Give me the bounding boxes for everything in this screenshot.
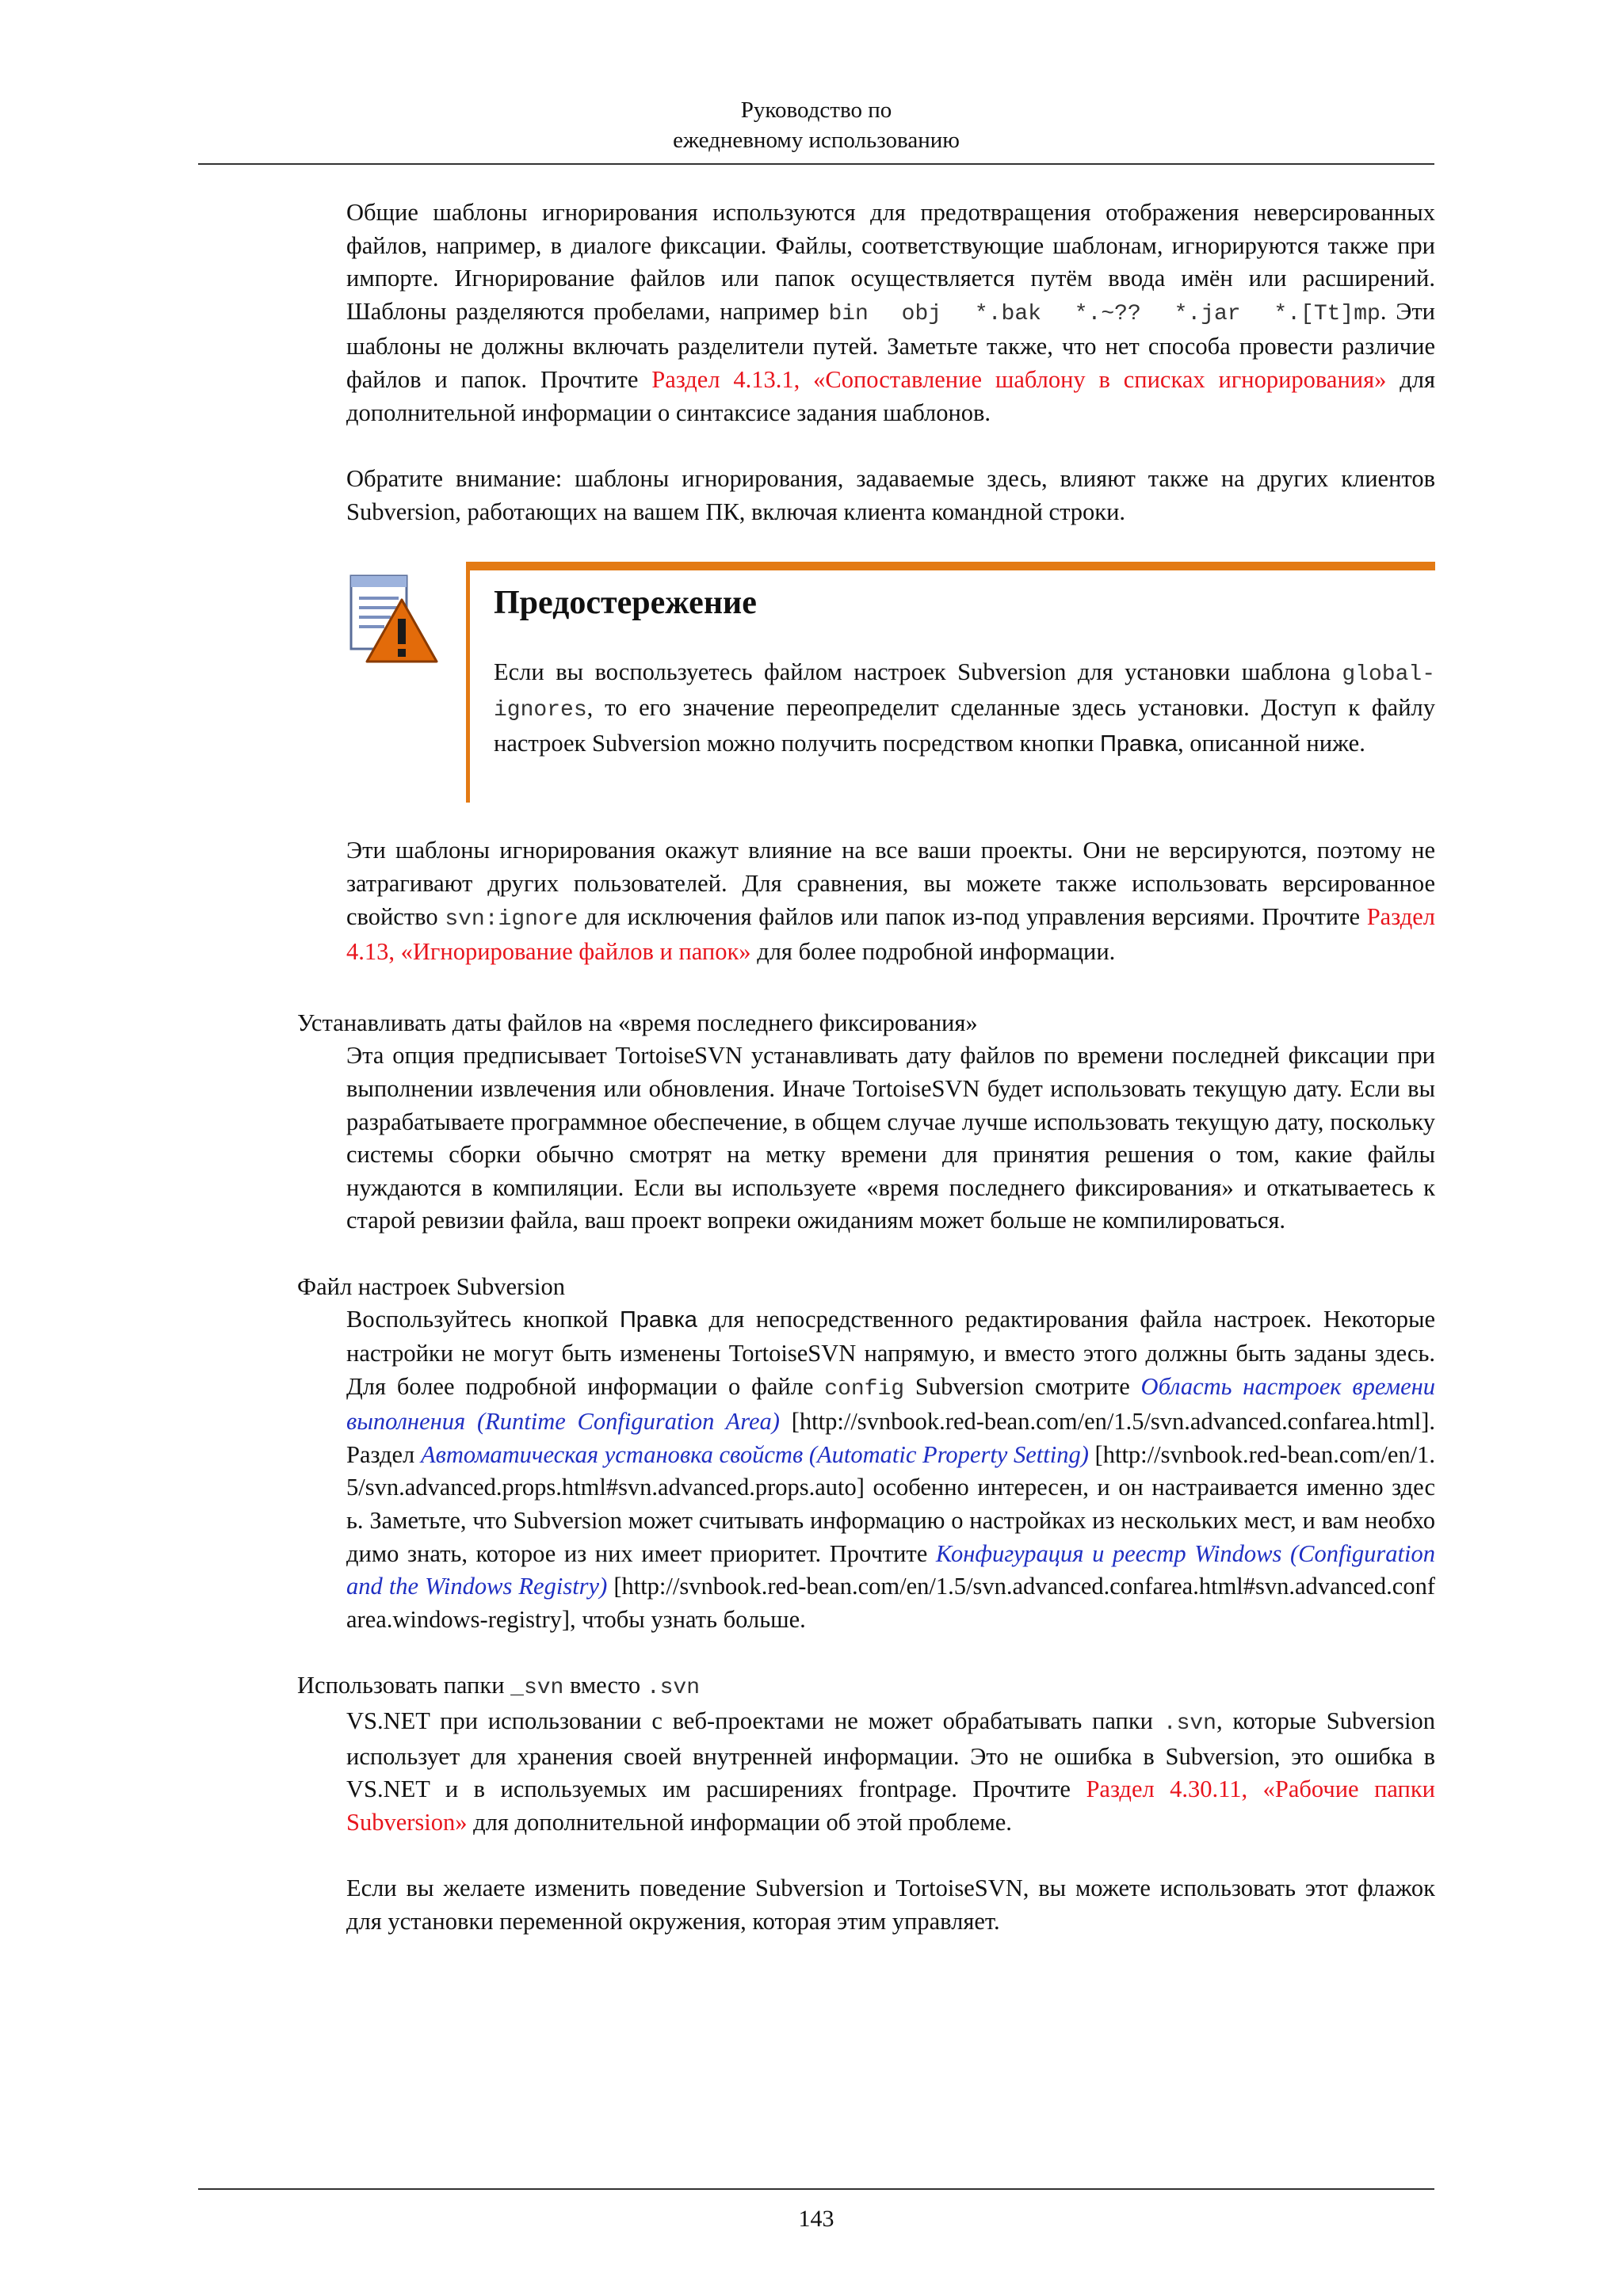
text: [http://svnbook.red-bean.com/en/1.5/svn.advanced.props.html#svn.advanced.props.auto] особенно интересен, и он настраивается именно здесь. Заметьте, что Subversion может считывать информацию о настройках из нескольких мест, и вам необходимо знать, которое из них имеет приоритет. Прочтите: [346, 1440, 1436, 1567]
term-config-file: Файл настроек Subversion: [297, 1272, 566, 1300]
xref-link-4-13-1[interactable]: Раздел 4.13.1, «Сопоставление шаблону в списках игнорирования»: [651, 365, 1387, 393]
caution-block: [346, 562, 1435, 803]
caution-text: [494, 656, 1435, 761]
running-header: [198, 95, 1434, 155]
text: . Эти шаблоны не должны включать разделители путей. Заметьте также, что нет способа провести различие файлов и папок. Прочтите: [346, 297, 1435, 393]
code-dot-svn: .svn: [646, 1676, 701, 1701]
term-commit-time: Устанавливать даты файлов на «время последнего фиксирования»: [297, 1009, 978, 1036]
text: Общие шаблоны игнорирования используются для предотвращения отображения неверсированных файлов, например, в диалоге фиксации. Файлы, соответствующие шаблонам, игнорируются также при импорте. Игнорирование файлов или папок осуществляется путём ввода имён или расширений. Шаблоны разделяются пробелами, например: [346, 199, 1435, 325]
header-line-1: Руководство по: [740, 97, 892, 123]
definition-svn-folders-env: Если вы желаете изменить поведение Subversion и TortoiseSVN, вы можете использовать этот флажок для установки переменной окружения, которая этим управляет.: [346, 1875, 1435, 1935]
text: для непосредственного редактирования файла настроек. Некоторые настройки не могут быть изменены TortoiseSVN напрямую, и вместо этого должны быть заданы здесь. Для более подробной информации о файле: [346, 1306, 1435, 1400]
text: для дополнительной информации об этой проблеме.: [467, 1808, 1012, 1836]
code-patterns: bin obj *.bak *.~?? *.jar *.[Tt]mp: [828, 301, 1381, 326]
caution-icon: [346, 573, 440, 666]
code-dot-svn: .svn: [1163, 1711, 1216, 1736]
code-underscore-svn: _svn: [510, 1676, 564, 1701]
text: Subversion смотрите: [904, 1372, 1141, 1400]
text: Воспользуйтесь кнопкой: [346, 1306, 620, 1333]
text: вместо: [563, 1672, 647, 1699]
guibutton-edit: Правка: [619, 1307, 697, 1333]
text: , то его значение переопределит сделанные здесь установки. Доступ к файлу настроек Subversion можно получить посредством кнопки: [494, 693, 1435, 757]
text: Использовать папки: [297, 1672, 511, 1699]
paragraph-projects: [346, 834, 1435, 968]
header-line-2: ежедневному использованию: [673, 128, 960, 153]
text: [http://svnbook.red-bean.com/en/1.5/svn.advanced.confarea.html]. Раздел: [346, 1408, 1435, 1468]
page-number: 143: [798, 2206, 834, 2232]
text: VS.NET при использовании с веб-проектами не может обрабатывать папки: [346, 1707, 1163, 1734]
link-auto-props[interactable]: Автоматическая установка свойств (Automatic Property Setting): [420, 1440, 1089, 1468]
definition-config-file: [346, 1303, 1435, 1636]
xref-link-4-13[interactable]: Раздел 4.13, «Игнорирование файлов и папок»: [346, 902, 1435, 966]
text: , описанной ниже.: [1177, 729, 1365, 757]
text: Эти шаблоны игнорирования окажут влияние на все ваши проекты. Они не версируются, поэтому не затрагивают других пользователей. Для сравнения, вы можете также использовать версированное свойство: [346, 837, 1435, 930]
definition-svn-folders: [346, 1705, 1435, 1839]
code-global-ignores: global-ignores: [494, 662, 1435, 723]
paragraph-note: Обратите внимание: шаблоны игнорирования, задаваемые здесь, влияют также на других клиентов Subversion, работающих на вашем ПК, включая клиента командной строки.: [346, 465, 1435, 525]
link-runtime-config[interactable]: Область настроек времени выполнения (Runtime Configuration Area): [346, 1372, 1435, 1436]
text: для исключения файлов или папок из-под управления версиями. Прочтите: [578, 902, 1367, 930]
header-rule: [198, 163, 1434, 165]
text: [http://svnbook.red-bean.com/en/1.5/svn.advanced.confarea.html#svn.advanced.confarea.windows-registry], чтобы узнать больше.: [346, 1573, 1435, 1633]
text: Если вы воспользуетесь файлом настроек Subversion для установки шаблона: [494, 658, 1342, 686]
code-config: config: [824, 1376, 905, 1402]
text: для дополнительной информации о синтаксисе задания шаблонов.: [346, 365, 1436, 426]
text: , которые Subversion использует для хранения своей внутренней информации. Это не ошибка в Subversion, это ошибка в VS.NET и в используемых им расширениях frontpage. Прочтите: [346, 1707, 1435, 1803]
caution-title: Предостережение: [494, 585, 757, 622]
definition-commit-time: Эта опция предписывает TortoiseSVN устанавливать дату файлов по времени последней фиксации при выполнении извлечения или обновления. Иначе TortoiseSVN будет использовать текущую дату. Если вы разрабатываете программное обеспечение, в общем случае лучше использовать текущую дату, поскольку системы сборки обычно смотрят на метку времени для принятия решения о том, какие файлы нуждаются в компиляции. Если вы используете «время последнего фиксирования» и откатываетесь к старой ревизии файла, ваш проект вопреки ожиданиям может больше не компилироваться.: [346, 1042, 1435, 1234]
footer-rule: [198, 2188, 1434, 2190]
caution-box: [466, 562, 1435, 803]
page-content: [297, 196, 1435, 1939]
term-svn-folders: [297, 1669, 1435, 1705]
link-windows-registry[interactable]: Конфигурация и реестр Windows (Configuration and the Windows Registry): [346, 1539, 1435, 1600]
guibutton-edit: Правка: [1099, 730, 1178, 757]
code-svn-ignore: svn:ignore: [445, 906, 579, 932]
paragraph-ignore-patterns: [346, 196, 1435, 429]
xref-link-4-30-11[interactable]: Раздел 4.30.11, «Рабочие папки Subversion»: [346, 1775, 1435, 1836]
text: для более подробной информации.: [750, 938, 1116, 966]
